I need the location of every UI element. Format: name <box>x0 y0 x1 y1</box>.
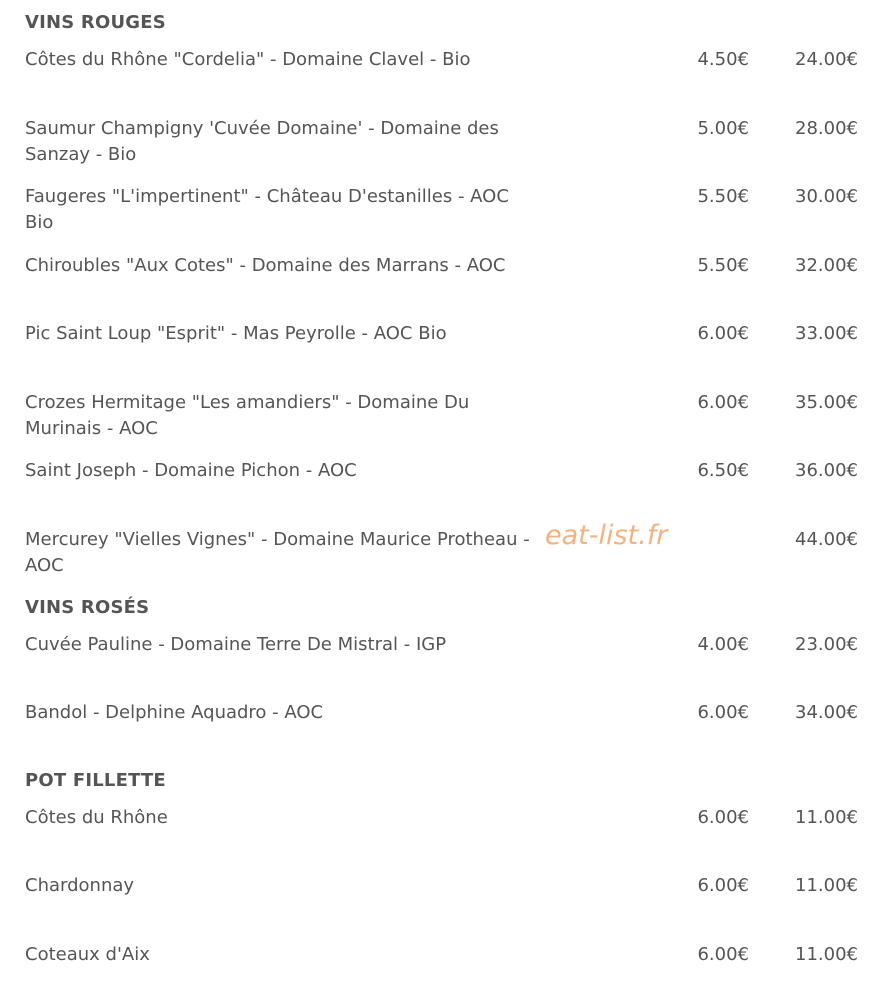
glass-price: 6.00€ <box>697 944 749 965</box>
section-title-vins-roses: VINS ROSÉS <box>25 597 150 618</box>
bottle-price: 44.00€ <box>795 529 858 550</box>
glass-price: 5.50€ <box>697 186 749 207</box>
bottle-price: 11.00€ <box>795 807 858 828</box>
bottle-price: 23.00€ <box>795 634 858 655</box>
bottle-price: 28.00€ <box>795 118 858 139</box>
item-name: Faugeres "L'impertinent" - Château D'estanilles - AOC Bio <box>25 186 509 233</box>
item-name: Bandol - Delphine Aquadro - AOC <box>25 702 324 723</box>
glass-price: 6.00€ <box>697 392 749 413</box>
glass-price: 6.00€ <box>697 323 749 344</box>
item-name: Crozes Hermitage "Les amandiers" - Domaine Du Murinais - AOC <box>25 392 470 439</box>
bottle-price: 24.00€ <box>795 49 858 70</box>
glass-price: 4.50€ <box>697 49 749 70</box>
bottle-price: 32.00€ <box>795 255 858 276</box>
item-name: Saumur Champigny 'Cuvée Domaine' - Domaine des Sanzay - Bio <box>25 118 499 165</box>
section-title-vins-rouges: VINS ROUGES <box>25 12 166 33</box>
glass-price: 6.50€ <box>697 460 749 481</box>
bottle-price: 34.00€ <box>795 702 858 723</box>
bottle-price: 36.00€ <box>795 460 858 481</box>
glass-price: 4.00€ <box>697 634 749 655</box>
bottle-price: 33.00€ <box>795 323 858 344</box>
item-name: Côtes du Rhône <box>25 807 168 828</box>
glass-price: 6.00€ <box>697 875 749 896</box>
glass-price: 5.50€ <box>697 255 749 276</box>
item-name: Pic Saint Loup "Esprit" - Mas Peyrolle - AOC Bio <box>25 323 447 344</box>
item-name: Côtes du Rhône "Cordelia" - Domaine Clavel - Bio <box>25 49 471 70</box>
bottle-price: 11.00€ <box>795 875 858 896</box>
section-title-pot-fillette: POT FILLETTE <box>25 770 166 791</box>
item-name: Chardonnay <box>25 875 135 896</box>
item-name: Cuvée Pauline - Domaine Terre De Mistral - IGP <box>25 634 447 655</box>
item-name: Saint Joseph - Domaine Pichon - AOC <box>25 460 357 481</box>
bottle-price: 35.00€ <box>795 392 858 413</box>
item-name: Mercurey "Vielles Vignes" - Domaine Maurice Protheau - AOC <box>25 529 530 576</box>
glass-price: 6.00€ <box>697 702 749 723</box>
glass-price: 5.00€ <box>697 118 749 139</box>
bottle-price: 11.00€ <box>795 944 858 965</box>
bottle-price: 30.00€ <box>795 186 858 207</box>
item-name: Chiroubles "Aux Cotes" - Domaine des Marrans - AOC <box>25 255 506 276</box>
glass-price: 6.00€ <box>697 807 749 828</box>
watermark: eat-list.fr <box>545 520 668 551</box>
item-name: Coteaux d'Aix <box>25 944 150 965</box>
